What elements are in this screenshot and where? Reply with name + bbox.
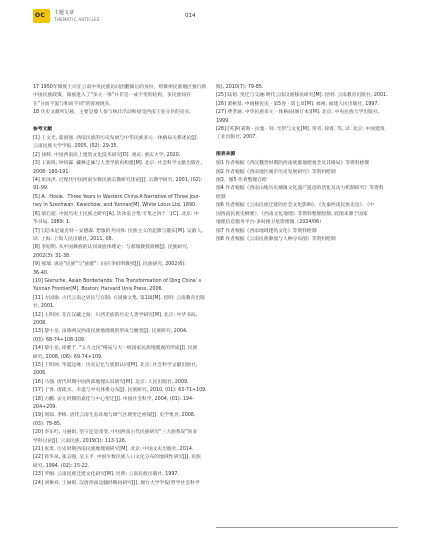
reference-line: [5] A．Hosie．Three Years in Western China:A Narrative of Three Jour- xyxy=(33,194,201,200)
reference-line: [11] 方国瑜. 古代云南之居民与官制, 方国瑜文集, 第1辑[M]. 昆明: 云南教育出版 xyxy=(33,295,205,301)
source-line: 图7 作者根据《西南地域建筑文化》等资料绘制 xyxy=(216,228,317,234)
reference-line: [3] 王锐锐, 钟同霖. 藏彝走廊与人类学的再构建[M]. 北京: 社会科学文献出版社, xyxy=(33,161,203,167)
source-line: 图6 作者根据《云南民族迁徙的社会文化影响》、《先秦西南民族史论》、《中 xyxy=(216,203,375,209)
bottom-rule xyxy=(216,527,398,528)
reference-line: ney in Szechwan, Kweichow, and Yunnan[M]. White Lotus Ltd, 1890. xyxy=(33,203,197,209)
reference-line: 2008: 180-191. xyxy=(33,169,70,175)
spacer xyxy=(216,143,398,151)
reference-line: 2008. xyxy=(33,320,47,326)
reference-line: 2002(3): 31-38. xyxy=(33,253,71,259)
reference-line: [14] 黎小龙, 徐难于. "五方之民"格局与大一统国家民族地理观的形成[J]. 民族 xyxy=(33,346,198,352)
reference-line: [2] 徐辉. 中国西南民上建筑文化技术研究[D]. 重庆: 重庆大学, 2020. xyxy=(33,152,181,158)
reference-line: [10] Giersche. Asian Borderlands: The Transformation of Qing China' s xyxy=(33,278,202,284)
reference-line: [8] 李绍明. 从中国彝族的认同谈族体理论：与郝瑞教授商榷[J]. 民族研究, xyxy=(33,245,189,251)
reference-line: 91-99. xyxy=(33,186,49,192)
footnote-line: 在"分而不裂与和而不同"的客观现实。 xyxy=(33,101,115,107)
reference-line: [23] 罗刚. 云南民族迁徙文化研究[M]. 昆明: 云南民族出版社, 1997. xyxy=(33,472,180,478)
reference-line: 2006. xyxy=(33,371,47,377)
reference-line: [26] 蕾树基. 中国移民史 · 第5卷 · 第七章[M]. 福州: 福建人民出版社, 1997. xyxy=(216,101,380,107)
reference-line: 社, 2001. xyxy=(33,304,55,310)
references-heading: 参考文献 xyxy=(33,126,53,132)
reference-line: [28] [英]阿嘉斯 · 拉塞 · 特. 宅形与文化[M]. 常青, 徐菁, 等, 译. 北京: 中国建筑 xyxy=(216,127,385,133)
reference-line: 204+209. xyxy=(33,405,57,411)
source-line: 图8 作者根据《云南民族源流与人种分布图》等资料绘制 xyxy=(216,236,336,242)
page-number: 014 xyxy=(185,13,196,19)
source-line: 图4 作者根据《西南山地历史城镇文化遗产遗迹的活化及动力机制研究》等资料 xyxy=(216,186,384,192)
figure-source-list xyxy=(216,160,398,244)
source-line: 国西南民族史纲要》、《西南文化地理》等资料整理绘制, 底图来源于国家 xyxy=(216,211,368,217)
footnote-line: 17 1950年傣族土司在云南中央民族访问团翻阅后的身份，则傣州民族地区推行新 xyxy=(33,85,207,90)
reference-list-continued xyxy=(216,84,398,143)
reference-line: 云南民族大学学报, 2005, (02): 29-35. xyxy=(33,144,119,150)
logo-text: OC xyxy=(35,12,46,19)
reference-line: [20] 李东红, 马丽娟. 坚守还是改变: 中国西南古代民族研究"三大族系说"的多 xyxy=(33,430,198,436)
reference-line: [24] 刘俊祥, 王丽娟. 汉唐西南边疆经略再研究[J]. 烟台大学学报(哲学社会科学 xyxy=(33,480,200,486)
reference-line: 工业出版社, 2007. xyxy=(216,135,257,141)
reference-line: 研究, 2008, (06): 69-74+109. xyxy=(33,354,103,360)
reference-line: [27] 费孝通. 中华民族多元一体格局(修订本)[M]. 北京: 中央民族大学出版社, xyxy=(216,110,380,116)
sources-heading: 图表来源 xyxy=(216,151,236,157)
reference-line: [12] 王明珂. 羌在汉藏之间：川西羌族的历史人类学研究[M]. 北京: 中华书局, xyxy=(33,312,198,318)
reference-line: Yunnan Frontier[M]. Boston: Harvard Univ.Press, 2006. xyxy=(33,287,164,293)
section-title-en: THEMATIC ARTICLES xyxy=(54,17,100,22)
reference-line: [13] 黎小龙. 雨傣两汉西南民族地理观的形成与嬗变[J]. 民族研究, 2004, xyxy=(33,329,188,335)
reference-line: 华书局, 1989: 1. xyxy=(33,220,71,226)
footnote-line: 中国民族政策，傣族进入了"多元一体"并非是一成不变的结构，多民族间存 xyxy=(33,93,191,99)
source-line: 地理信息服务平台-多时相卫星影像图（2024/06） xyxy=(216,220,325,226)
source-line: 图3、图5 作者整理自绘 xyxy=(216,178,267,184)
source-line: 图2 作者根据《西南地区城市历史发展研究》等资料绘制 xyxy=(216,169,336,175)
reference-line: 版), 2010(7): 79-85. xyxy=(216,85,264,90)
reference-line: [17] 于春. 唐疏水、幸遂与中央体系分布[J]. 民族研究, 2010, (01): 63-71+109. xyxy=(33,388,207,394)
reference-line: (03): 78-85. xyxy=(33,421,62,427)
reference-line: 36-40. xyxy=(33,270,49,276)
source-line: 绘制 xyxy=(216,194,226,200)
left-column xyxy=(33,84,209,488)
reference-line: [15] 王明珂. 华夏边缘：历史记忆与族群认同[M]. 北京: 社会科学文献出版社, xyxy=(33,363,198,368)
reference-line: [7] (美)本尼迪克特・安德森. 想象的共同体: 民族主义的起源与散布[M]. 吴叡人, xyxy=(33,228,203,234)
reference-line: [9] 郝瑞. 再论"民族"与"族群"：回应李绍明教授[J]. 民族研究, 2002(6): xyxy=(33,262,186,268)
reference-line: 1999. xyxy=(216,118,230,124)
magazine-logo xyxy=(33,9,50,23)
reference-line: [21] 张勇. 历史时期西南民族地理观研究[M]. 北京: 中国文史出版社, 2014. xyxy=(33,447,194,453)
reference-line: [1] 王文光, 翟国强. 西南民族的历史发展与中华民族多元一体格局关系述论[J]. xyxy=(33,136,199,142)
reference-line: [16] 马强. 唐代时期中国西部地理认识研究[M]. 北京: 人民出版社, 2009. xyxy=(33,379,189,385)
reference-line: [25] 陆韧. 变迁与交融:明代云南汉族移民研究[M]. 昆明: 云南教育出版社, 2001. xyxy=(216,93,388,99)
source-line: 图1 作者根据《西汉魏晋时期的西南族群地理观念及其格局》等资料绘制 xyxy=(216,161,370,167)
reference-line: 学科讨论[J]. 云南民族, 2019(1): 113-126. xyxy=(33,438,127,444)
footnotes xyxy=(33,84,209,118)
right-column xyxy=(216,84,398,244)
reference-line: [18] 古鹏. 宋元时期的嘉佳与中心变迁[J]. 中国社会科学, 2004, (01): 194- xyxy=(33,396,194,402)
reference-line: [22] 蒋华泉, 张志强, 吴玉平. 中国少数民族人口文化分布的地域性研究[J]. 民族 xyxy=(33,455,201,461)
reference-line: 译. 上海: 上海人民出版社, 2011, 08. xyxy=(33,236,114,242)
reference-line: [4] 彭泽洪. 近现代中国西南少数民族宗教研究述论[J]. 宗教学研究, 2001, (02): xyxy=(33,178,203,184)
reference-line: [6] 梁启超. 中国历史上民族之研究[A]. 饮冰室合集·专集之四十二[C]. 北京: 中 xyxy=(33,211,199,217)
reference-list xyxy=(33,135,209,488)
footnote-line: 18 历史文献所记载，主要是傣人参与统计活动和接受西南王室分封的史实。 xyxy=(33,110,195,116)
reference-line: 研究, 1994, (02): 15-22. xyxy=(33,463,90,469)
reference-line: [19] 周琼. 孝梅. 清代云南生态环境与瘴气区域变迁初探[J]. 史学集刊, 2008, xyxy=(33,413,196,419)
page-header xyxy=(33,8,413,28)
reference-line: (03): 68-74+108-109. xyxy=(33,337,86,343)
section-title-cn: 主题文章 xyxy=(54,10,75,16)
